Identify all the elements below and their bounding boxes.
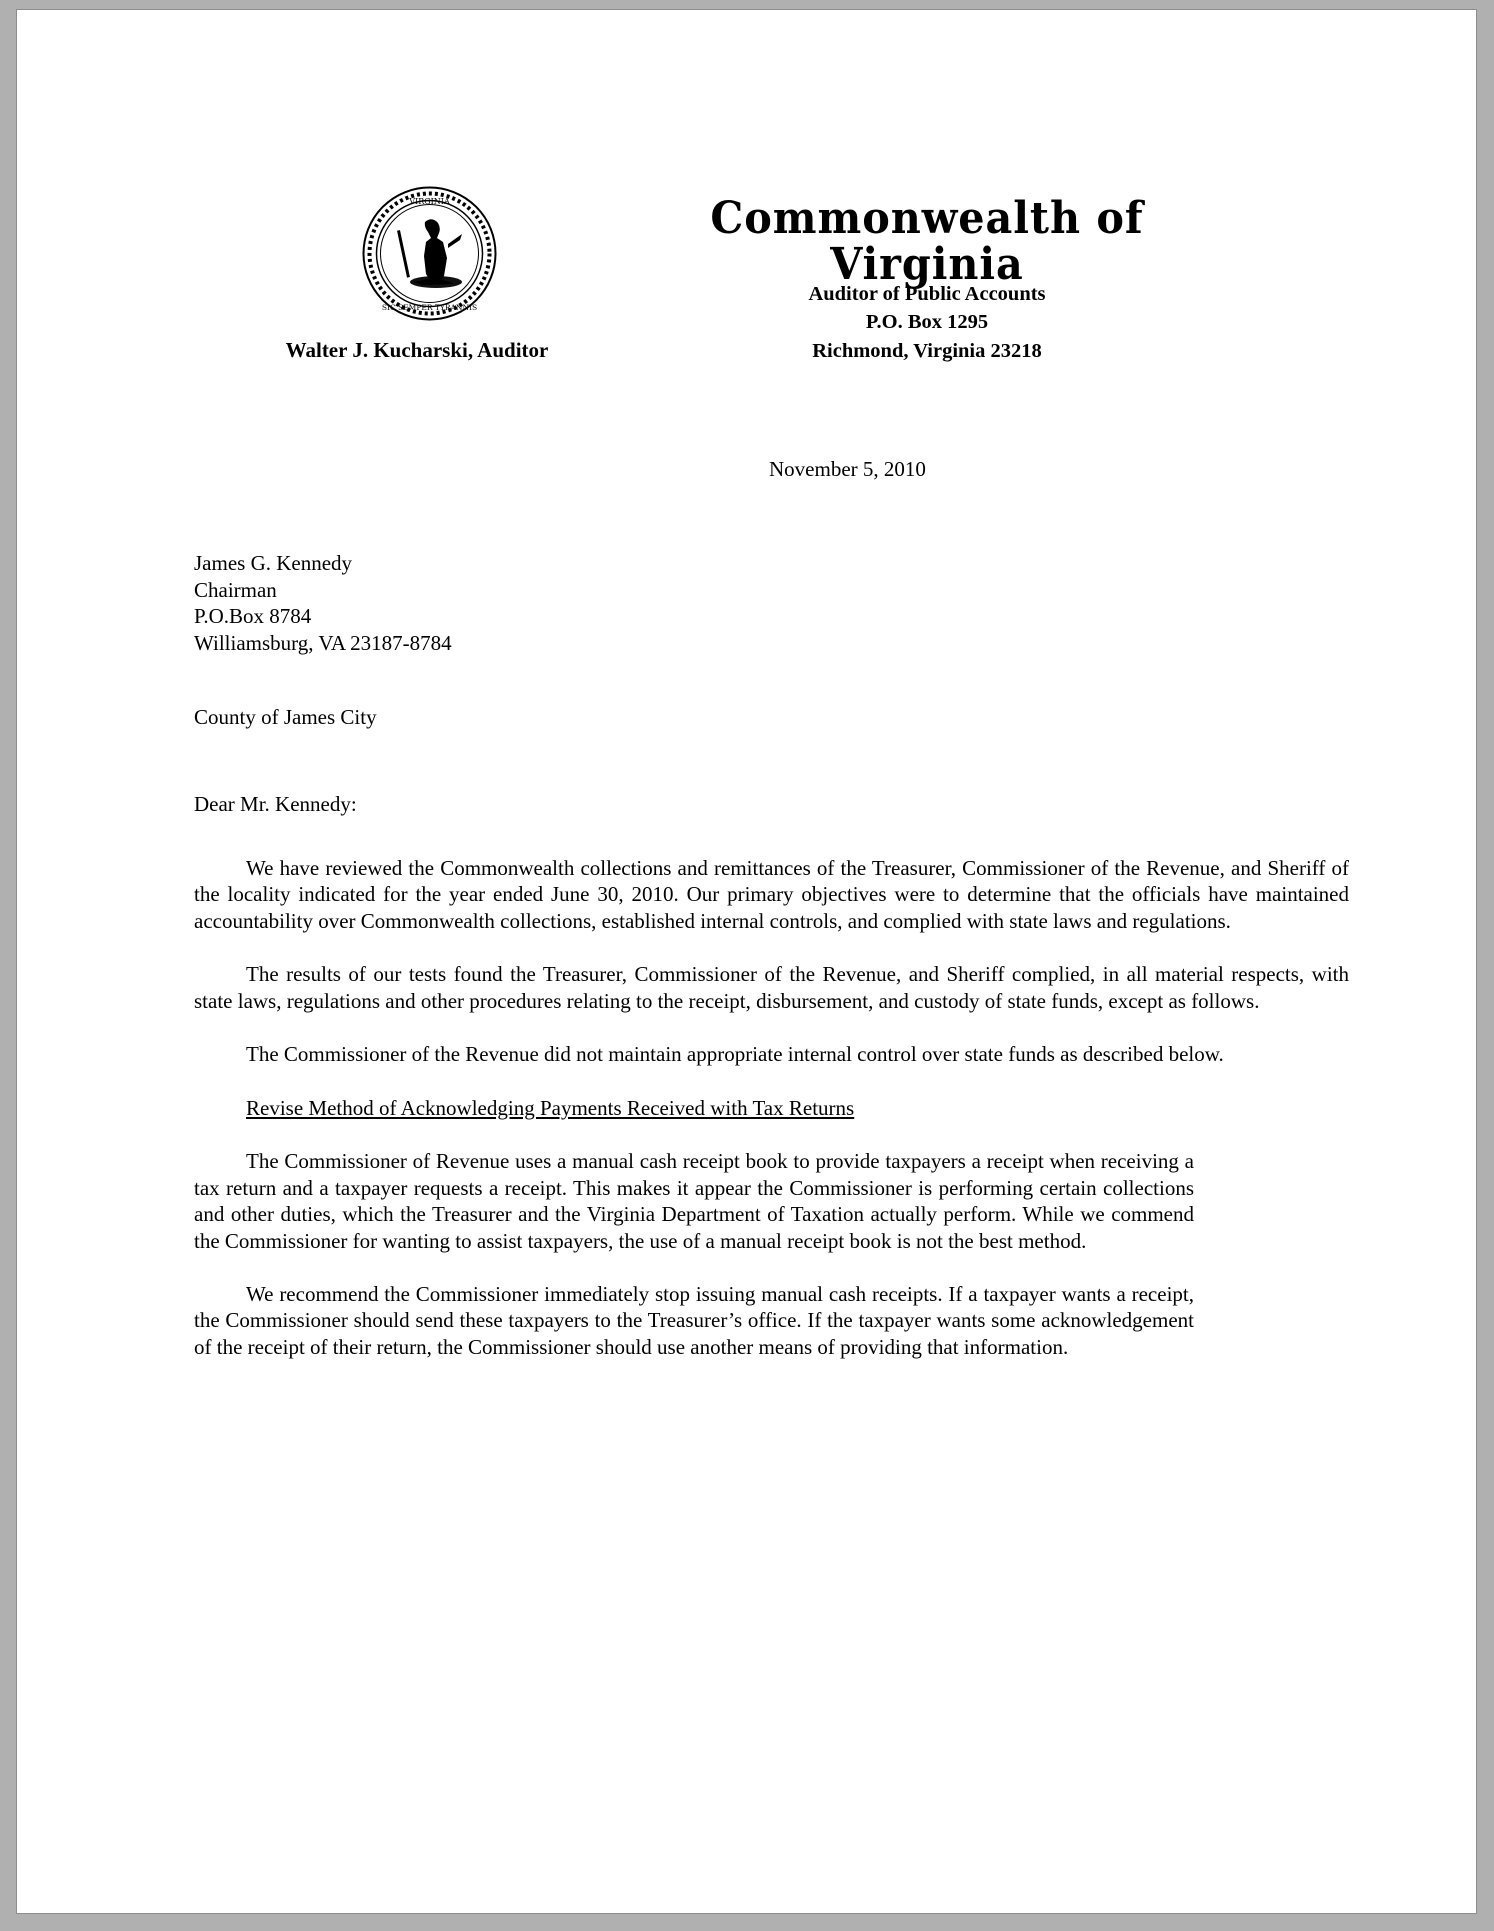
letter-body <box>194 855 1349 1387</box>
office-address-block <box>637 280 1217 365</box>
letterhead <box>17 170 1476 420</box>
document-page <box>17 10 1476 1913</box>
svg-text:VIRGINIA: VIRGINIA <box>409 197 450 206</box>
section-heading: Revise Method of Acknowledging Payments Received with Tax Returns <box>246 1095 855 1120</box>
svg-text:SIC SEMPER TYRANNIS: SIC SEMPER TYRANNIS <box>381 303 478 312</box>
virginia-state-seal-icon <box>362 186 497 321</box>
section-paragraph-1: The Commissioner of Revenue uses a manual cash receipt book to provide taxpayers a receipt when receiving a tax return and a taxpayer requests a receipt. This makes it appear the Commissioner is performing certain collections and other duties, which the Treasurer and the Virginia Department of Taxation actually perform. While we commend the Commissioner for wanting to assist taxpayers, the use of a manual receipt book is not the best method. <box>194 1149 1194 1253</box>
office-line-3: Richmond, Virginia 23218 <box>812 339 1042 362</box>
addressee-block <box>194 550 452 657</box>
section-paragraph-2: We recommend the Commissioner immediately stop issuing manual cash receipts. If a taxpayer wants a receipt, the Commissioner should send these taxpayers to the Treasurer’s office. If the taxpayer wants some acknowledgement of the receipt of their return, the Commissioner should use another means of providing that information. <box>194 1281 1194 1359</box>
letter-date: November 5, 2010 <box>769 457 926 481</box>
salutation: Dear Mr. Kennedy: <box>194 792 357 816</box>
addressee-street: P.O.Box 8784 <box>194 604 312 629</box>
body-paragraph-2: The results of our tests found the Treasurer, Commissioner of the Revenue, and Sheriff complied, in all material respects, with state laws, regulations and other procedures relating to the receipt, disbursement, and custody of state funds, except as follows. <box>194 962 1349 1013</box>
office-line-2: P.O. Box 1295 <box>865 311 989 334</box>
locality-line: County of James City <box>194 705 377 729</box>
addressee-name: James G. Kennedy <box>194 551 353 575</box>
office-line-1: Auditor of Public Accounts <box>808 283 1046 305</box>
body-paragraph-3: The Commissioner of the Revenue did not maintain appropriate internal control over state funds as described below. <box>246 1042 1224 1067</box>
body-paragraph-1: We have reviewed the Commonwealth collections and remittances of the Treasurer, Commissioner of the Revenue, and Sheriff of the locality indicated for the year ended June 30, 2010. Our primary objectives were to determine that the officials have maintained accountability over Commonwealth collections, established internal controls, and complied with state laws and regulations. <box>194 856 1349 933</box>
page-content <box>17 10 1476 1913</box>
auditor-name: Walter J. Kucharski, Auditor <box>285 338 549 362</box>
masthead-title: Commonwealth of Virginia <box>710 193 1144 291</box>
addressee-title: Chairman <box>194 577 277 602</box>
addressee-city-state-zip: Williamsburg, VA 23187-8784 <box>194 630 452 655</box>
